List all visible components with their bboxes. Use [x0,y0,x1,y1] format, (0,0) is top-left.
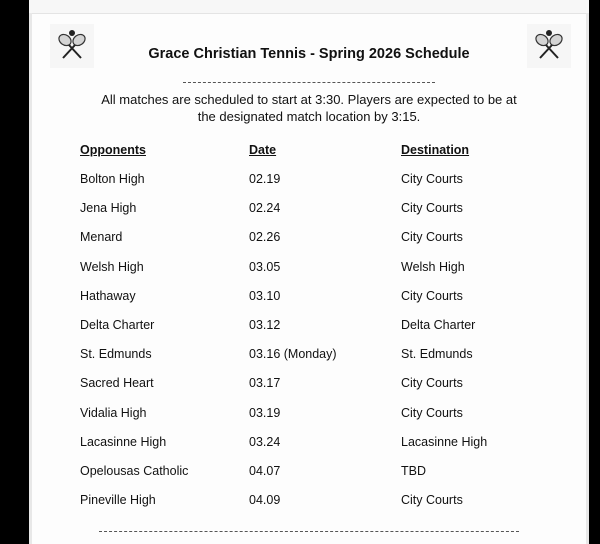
footer-divider [99,531,519,532]
date-cell: 02.26 [249,230,281,245]
date-cell: 03.12 [249,318,281,332]
destination-cell: City Courts [401,493,463,508]
date-cell: 04.07 [249,464,281,478]
header-destination: Destination [401,143,470,157]
destination-cell: City Courts [401,405,463,420]
destination-cell: City Courts [401,376,463,391]
page-title: Grace Christian Tennis - Spring 2026 Schedule [148,46,470,62]
opponent-cell: Pineville High [80,493,156,508]
opponent-cell: Bolton High [80,172,145,186]
header-date: Date [249,143,277,157]
opponent-cell: Menard [80,230,123,245]
date-cell: 03.19 [249,405,281,420]
intro-line: the designated match location by 3:15. [197,109,421,124]
destination-cell: City Courts [401,230,463,245]
opponent-cell: St. Edmunds [80,347,152,362]
destination-cell: Delta Charter [401,318,476,332]
opponent-cell: Sacred Heart [80,376,154,391]
destination-cell: St. Edmunds [401,347,473,362]
intro-text [29,91,589,125]
date-cell: 04.09 [249,493,281,508]
opponent-cell: Vidalia High [80,405,147,420]
date-cell: 03.05 [249,259,281,274]
date-cell: 02.19 [249,172,281,186]
destination-cell: Lacasinne High [401,434,488,449]
destination-cell: City Courts [401,172,463,186]
date-cell: 03.16 (Monday) [249,347,337,362]
date-cell: 03.24 [249,434,281,449]
destination-cell: City Courts [401,201,463,216]
destination-cell: TBD [401,464,426,478]
divider [183,82,435,83]
date-cell: 02.24 [249,201,281,216]
opponent-cell: Delta Charter [80,318,155,332]
opponent-cell: Opelousas Catholic [80,464,189,478]
opponent-cell: Lacasinne High [80,434,167,449]
page-top-band [29,0,589,14]
schedule-page [29,0,589,544]
date-cell: 03.10 [249,288,281,303]
opponent-cell: Welsh High [80,259,144,274]
header-opponents: Opponents [80,143,146,157]
destination-cell: City Courts [401,288,463,303]
intro-line: All matches are scheduled to start at 3:30. Players are expected to be at [101,92,517,107]
destination-cell: Welsh High [401,259,465,274]
opponent-cell: Hathaway [80,288,136,303]
opponent-cell: Jena High [80,201,137,216]
date-cell: 03.17 [249,376,281,391]
